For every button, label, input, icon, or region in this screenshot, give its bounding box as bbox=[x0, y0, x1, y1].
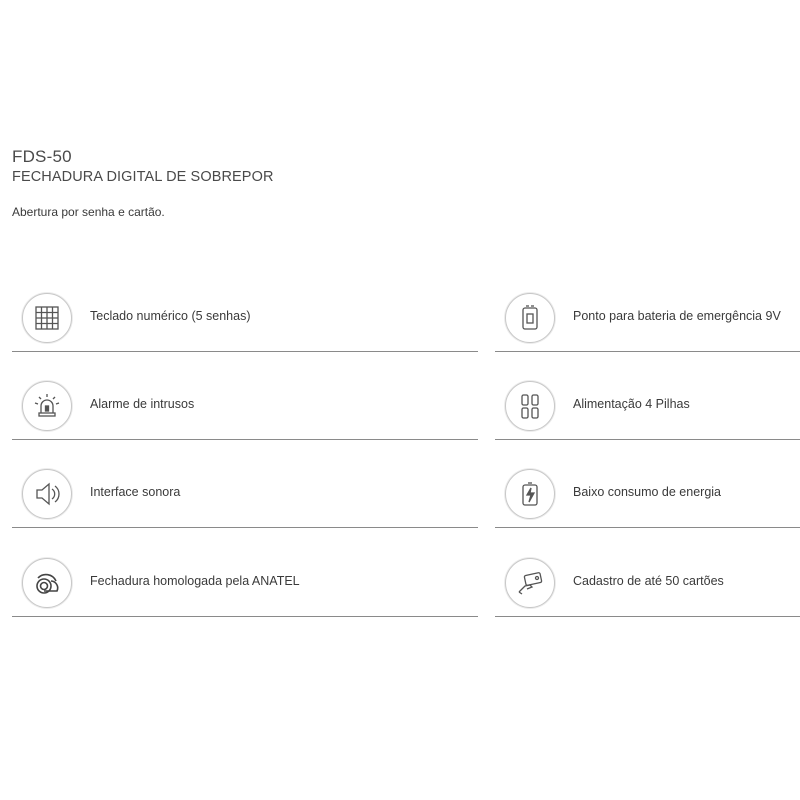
feature-anatel bbox=[12, 552, 478, 617]
battery-9v-icon bbox=[505, 293, 555, 343]
feature-label: Ponto para bateria de emergência 9V bbox=[573, 309, 781, 323]
speaker-icon bbox=[22, 469, 72, 519]
keypad-icon bbox=[22, 293, 72, 343]
feature-label: Interface sonora bbox=[90, 485, 181, 499]
feature-cards bbox=[495, 552, 800, 617]
product-subtitle: FECHADURA DIGITAL DE SOBREPOR bbox=[12, 169, 274, 185]
feature-label: Cadastro de até 50 cartões bbox=[573, 574, 724, 588]
feature-keypad bbox=[12, 287, 478, 352]
product-model: FDS-50 bbox=[12, 147, 72, 166]
feature-4-batteries bbox=[495, 375, 800, 440]
alarm-siren-icon bbox=[22, 381, 72, 431]
feature-label: Alarme de intrusos bbox=[90, 397, 195, 411]
four-batteries-icon bbox=[505, 381, 555, 431]
product-description: Abertura por senha e cartão. bbox=[12, 205, 165, 219]
feature-low-energy bbox=[495, 463, 800, 528]
feature-label: Baixo consumo de energia bbox=[573, 485, 722, 499]
feature-9v-battery bbox=[495, 287, 800, 352]
feature-sound bbox=[12, 463, 478, 528]
feature-label: Alimentação 4 Pilhas bbox=[573, 397, 690, 411]
feature-alarm bbox=[12, 375, 478, 440]
feature-label: Fechadura homologada pela ANATEL bbox=[90, 574, 300, 588]
feature-label: Teclado numérico (5 senhas) bbox=[90, 309, 251, 323]
card-hand-icon bbox=[505, 558, 555, 608]
low-energy-battery-icon bbox=[505, 469, 555, 519]
anatel-logo-icon bbox=[22, 558, 72, 608]
